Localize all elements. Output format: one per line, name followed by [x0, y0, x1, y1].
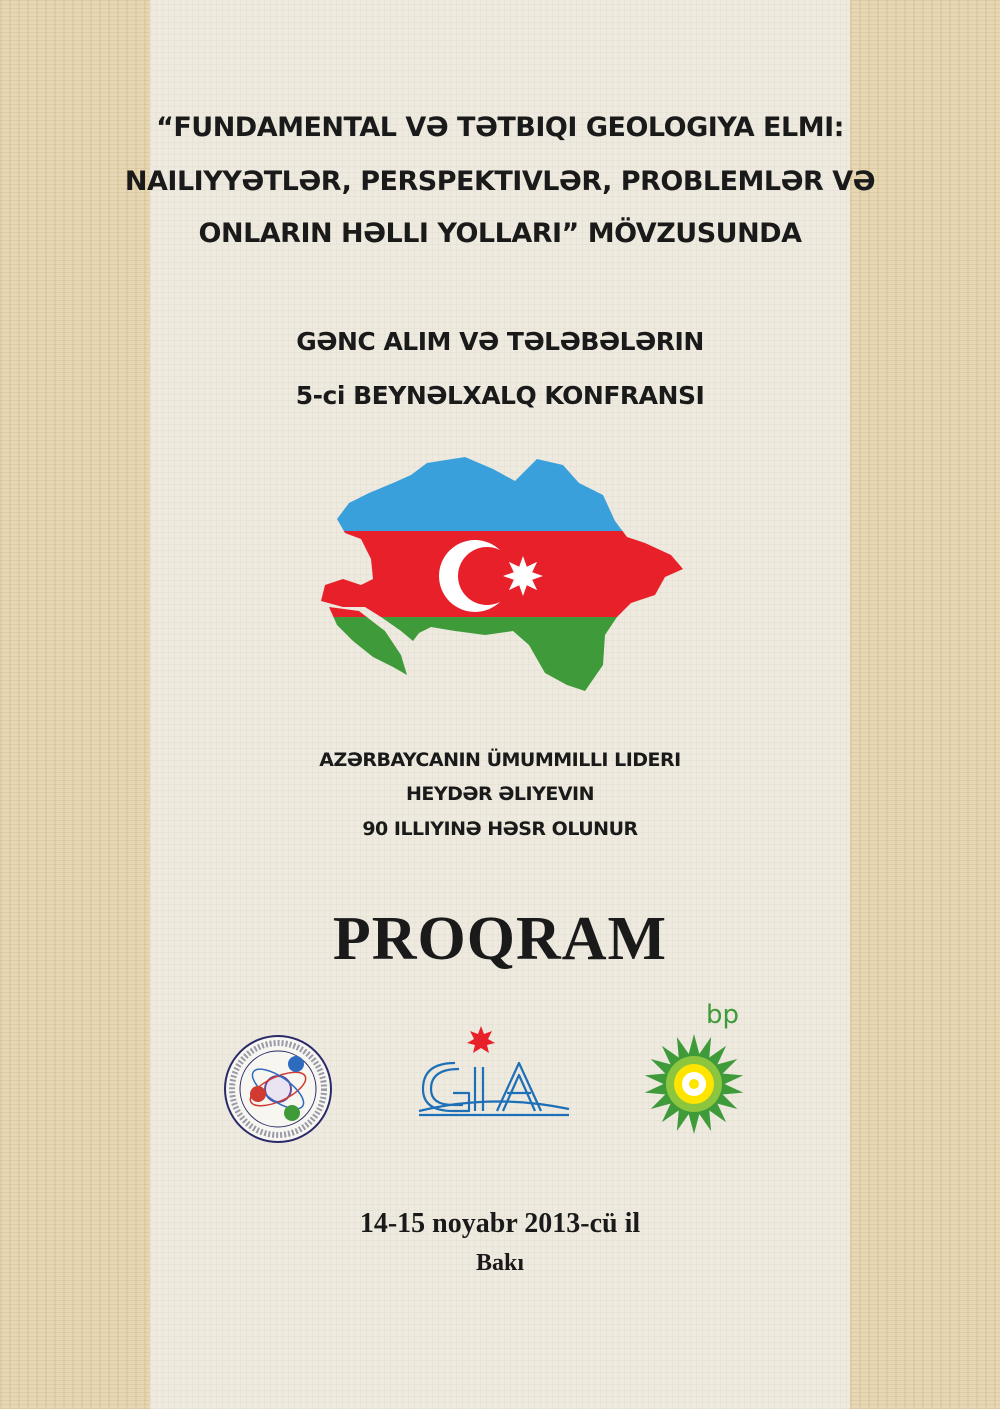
- gia-logo-icon: [413, 1023, 573, 1118]
- title-line-2: NAILIYYƏTLƏR, PERSPEKTIVLƏR, PROBLEMLƏR VƏ: [124, 166, 876, 197]
- title-line-1: “FUNDAMENTAL VƏ TƏTBIQI GEOLOGIYA ELMI:: [156, 112, 844, 143]
- science-development-foundation-seal-icon: [222, 1033, 334, 1145]
- azerbaijan-flag-map-icon: [315, 455, 685, 705]
- dedication-line-1: AZƏRBAYCANIN ÜMUMMILLI LIDERI: [319, 749, 681, 771]
- subtitle-line-1: GƏNC ALIM VƏ TƏLƏBƏLƏRIN: [296, 327, 704, 356]
- proqram-heading: PROQRAM: [332, 905, 668, 973]
- dedication-line-2: HEYDƏR ƏLIYEVIN: [405, 783, 594, 805]
- title-line-3: ONLARIN HƏLLI YOLLARI” MÖVZUSUNDA: [198, 218, 802, 249]
- dedication-line-3: 90 ILLIYINƏ HƏSR OLUNUR: [362, 818, 638, 840]
- bp-helios-logo-icon: [640, 1000, 760, 1140]
- event-date: 14-15 noyabr 2013-cü il: [359, 1208, 641, 1239]
- bp-wordmark: bp: [706, 1000, 740, 1030]
- subtitle-line-2: 5-ci BEYNƏLXALQ KONFRANSI: [295, 381, 705, 410]
- event-city: Bakı: [475, 1250, 525, 1276]
